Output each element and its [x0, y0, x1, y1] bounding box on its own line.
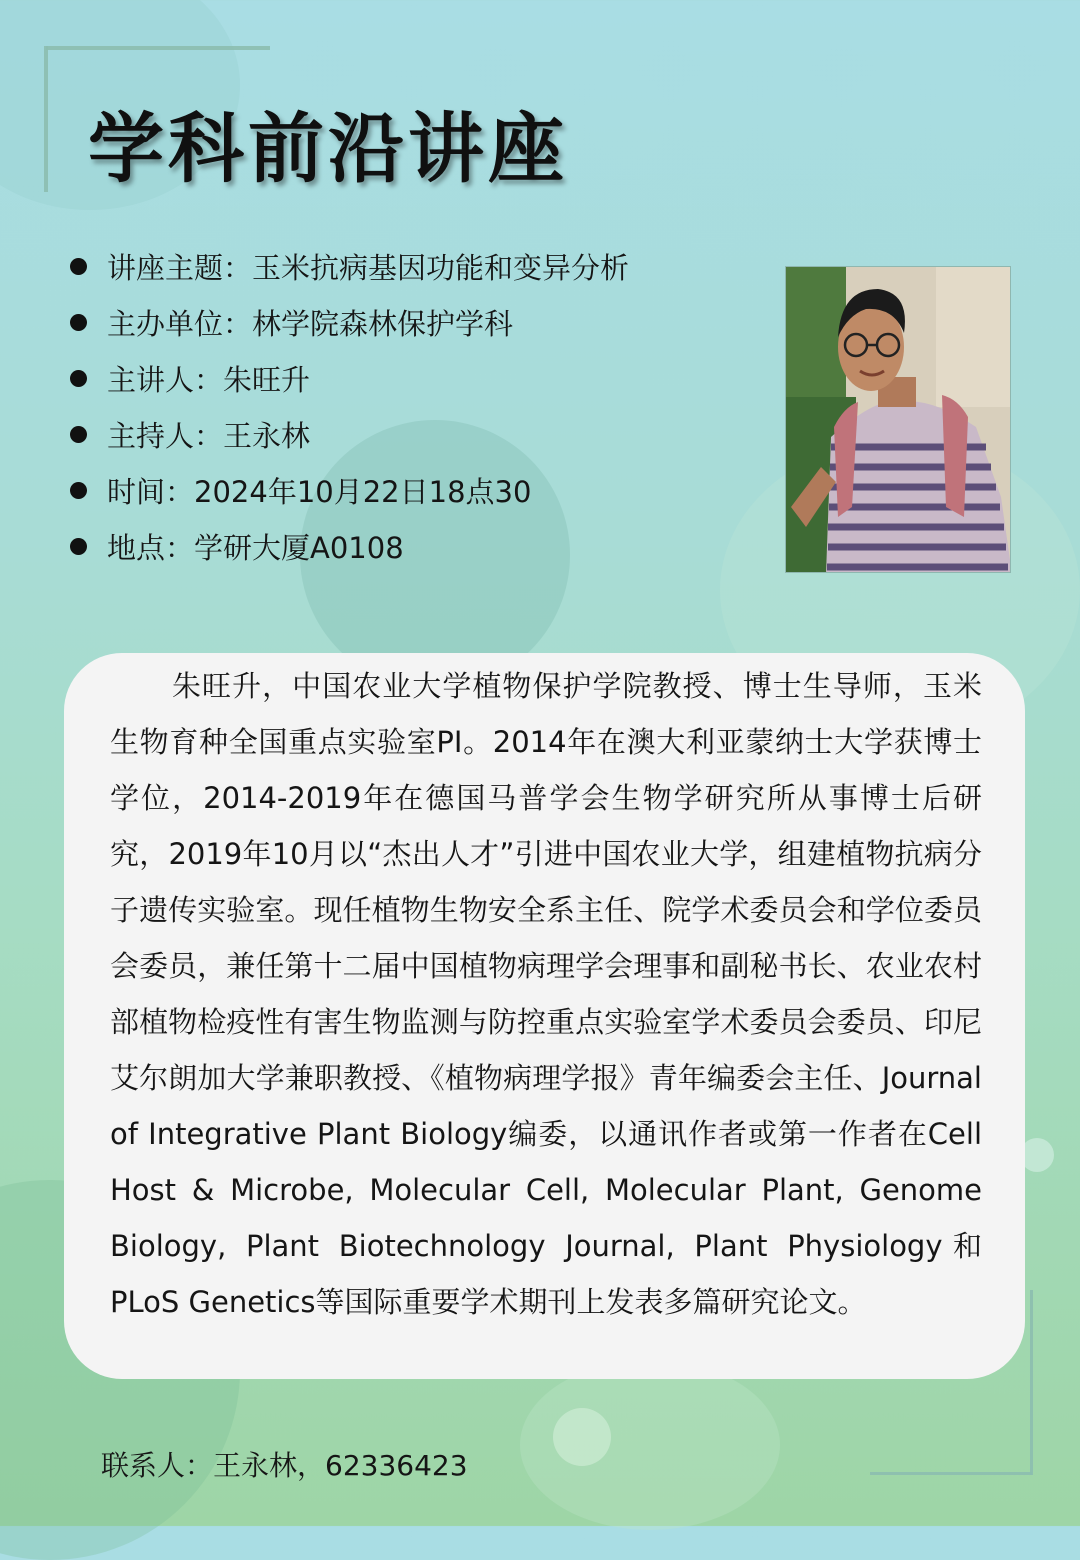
info-organizer [70, 294, 770, 350]
speaker-bio: 朱旺升，中国农业大学植物保护学院教授、博士生导师，玉米生物育种全国重点实验室PI。2014年在澳大利亚蒙纳士大学获博士学位，2014-2019年在德国马普学会生物学研究所从事博士后研究，2019年10月以“杰出人才”引进中国农业大学，组建植物抗病分子遗传实验室。现任植物生物安全系主任、院学术委员会和学位委员会委员，兼任第十二届中国植物病理学会理事和副秘书长、农业农村部植物检疫性有害生物监测与防控重点实验室学术委员会委员、印尼艾尔朗加大学兼职教授、《植物病理学报》青年编委会主任、Journal of Integrative Plant Biology编委，以通讯作者或第一作者在Cell Host & Microbe, Molecular Cell, Molecular Plant, Genome Biology, Plant Biotechnology Journal, Plant Physiology和PLoS Genetics等国际重要学术期刊上发表多篇研究论文。 [110, 669, 982, 1319]
bullet-icon [70, 482, 87, 499]
info-label: 主办单位： [107, 306, 253, 341]
bullet-icon [70, 258, 87, 275]
info-time [70, 462, 770, 518]
info-label: 地点： [107, 530, 195, 565]
info-value: 学研大厦A0108 [194, 530, 404, 565]
bullet-icon [70, 538, 87, 555]
info-value: 王永林 [223, 418, 311, 453]
bullet-icon [70, 370, 87, 387]
background-bubble [520, 1360, 780, 1530]
bullet-icon [70, 314, 87, 331]
lecture-info-list [70, 238, 770, 574]
info-value: 玉米抗病基因功能和变异分析 [252, 250, 630, 285]
page-title: 学科前沿讲座 [88, 104, 568, 193]
frame-line-left [44, 46, 48, 192]
info-host [70, 406, 770, 462]
info-label: 主持人： [107, 418, 224, 453]
info-location [70, 518, 770, 574]
info-topic [70, 238, 770, 294]
contact-line [101, 1444, 468, 1484]
info-speaker [70, 350, 770, 406]
background-bubble [1020, 1138, 1054, 1172]
info-label: 时间： [107, 474, 195, 509]
contact-label: 联系人： [101, 1449, 214, 1482]
frame-line-top [46, 46, 270, 50]
info-label: 讲座主题： [107, 250, 253, 285]
info-value: 林学院森林保护学科 [252, 306, 514, 341]
speaker-photo [785, 266, 1011, 573]
info-label: 主讲人： [107, 362, 224, 397]
frame-line-right [1030, 1290, 1033, 1475]
speaker-portrait-illustration [786, 267, 1011, 573]
info-value: 朱旺升 [223, 362, 311, 397]
bullet-icon [70, 426, 87, 443]
background-bubble [553, 1408, 611, 1466]
frame-line-bottom [870, 1472, 1032, 1475]
contact-value: 王永林，62336423 [213, 1449, 468, 1482]
info-value: 2024年10月22日18点30 [194, 474, 532, 509]
